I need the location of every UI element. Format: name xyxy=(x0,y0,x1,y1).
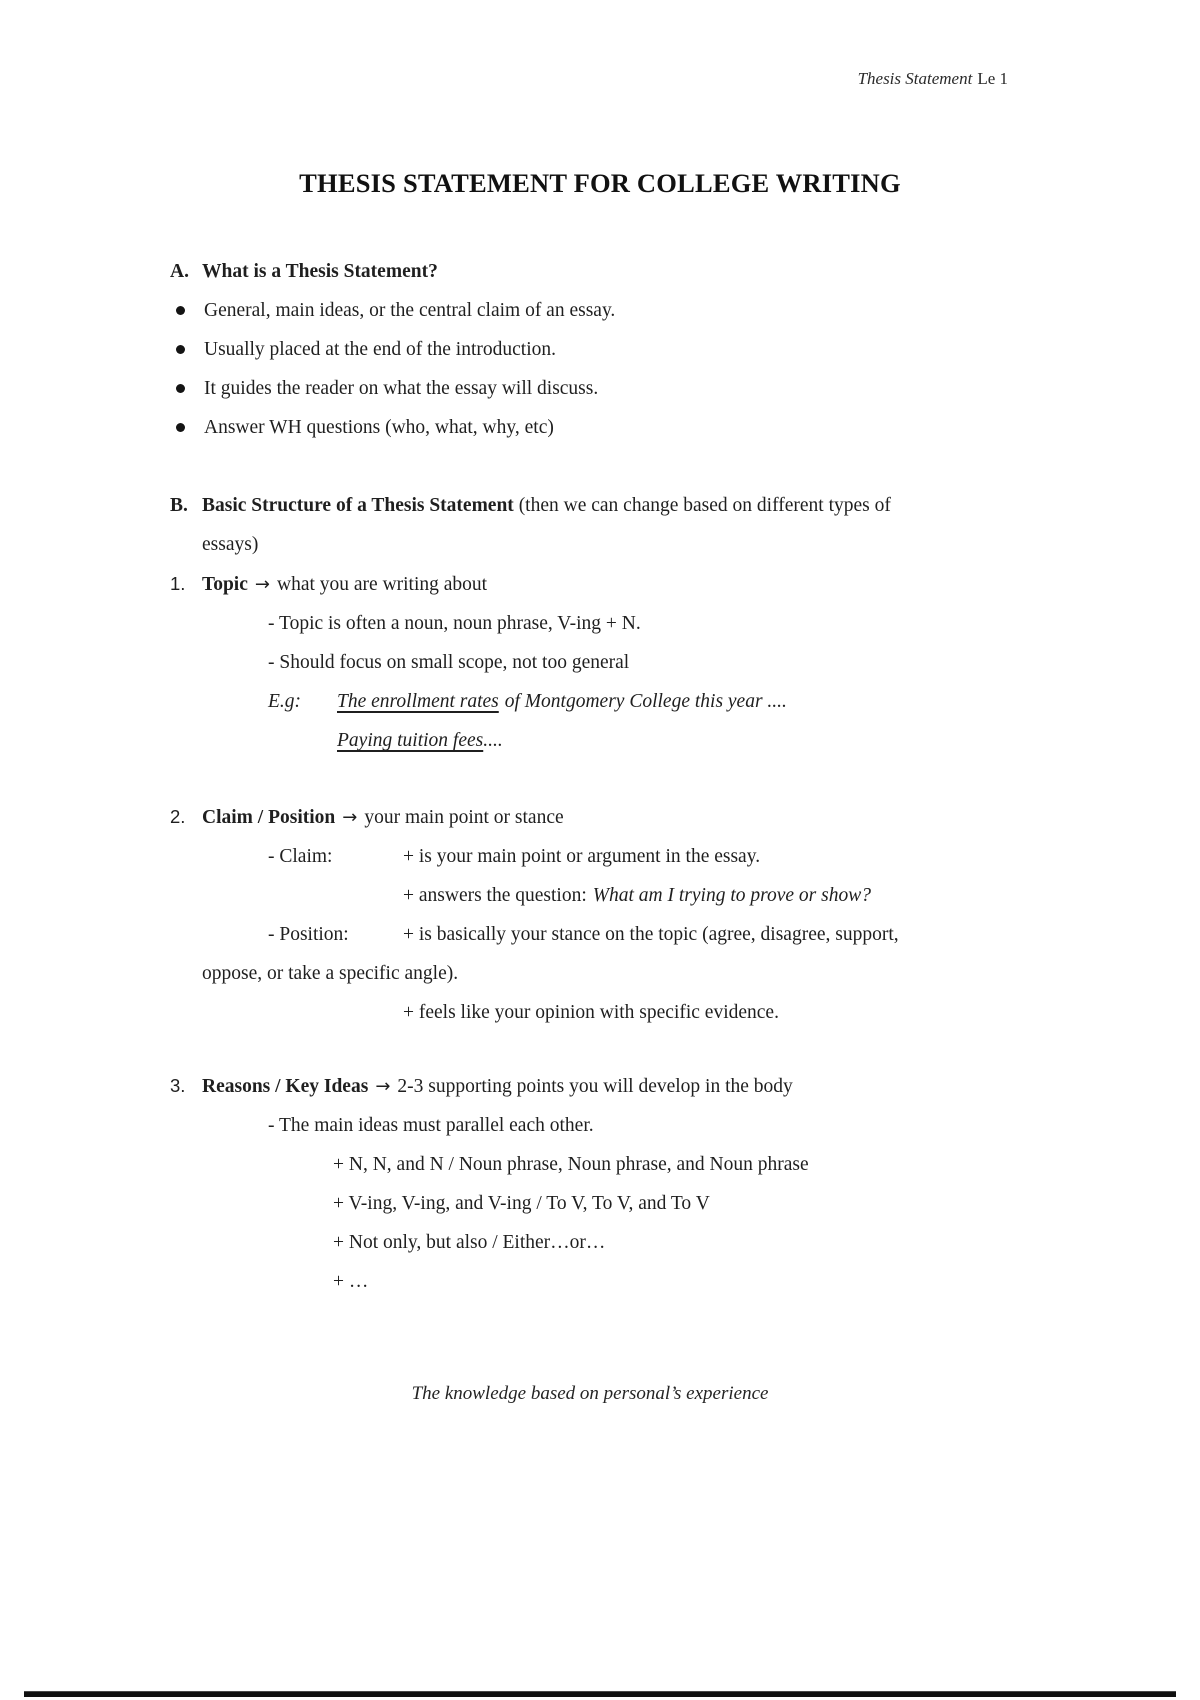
section-b-heading-paren: (then we can change based on different types of xyxy=(518,495,891,516)
claim-row xyxy=(170,837,1010,876)
claim-position-definition: your main point or stance xyxy=(364,807,564,828)
reasons-point: + V-ing, V-ing, and V-ing / To V, To V, and To V xyxy=(333,1193,710,1214)
bullet-text: Answer WH questions (who, what, why, etc) xyxy=(204,417,554,438)
bullet-text: It guides the reader on what the essay will discuss. xyxy=(204,378,599,399)
topic-example-line-2 xyxy=(170,721,1010,760)
bullet-text: Usually placed at the end of the introduction. xyxy=(204,339,556,360)
position-label: - Position: xyxy=(268,924,349,945)
header-doc-title: Thesis Statement xyxy=(857,69,973,88)
page-title: THESIS STATEMENT FOR COLLEGE WRITING xyxy=(299,168,901,198)
claim-point-question: What am I trying to prove or show? xyxy=(592,885,871,906)
bullet-item xyxy=(170,369,1010,408)
section-a-heading-text: What is a Thesis Statement? xyxy=(202,261,438,282)
example-rest-text: .... xyxy=(483,730,503,751)
reasons-sub-line: - The main ideas must parallel each other. xyxy=(268,1115,594,1136)
section-b-heading-bold: Basic Structure of a Thesis Statement xyxy=(202,495,514,516)
claim-point-row xyxy=(170,876,1010,915)
example-underlined-text: The enrollment rates xyxy=(337,691,499,712)
header-page-number: Le 1 xyxy=(977,69,1008,88)
bullet-icon xyxy=(176,384,185,393)
reasons-definition: 2-3 supporting points you will develop in the body xyxy=(397,1076,793,1097)
topic-term: Topic xyxy=(202,574,248,595)
section-b-label: B. xyxy=(170,495,188,516)
list-number: 3. xyxy=(170,1075,186,1096)
page-header xyxy=(0,0,1200,90)
claim-point: + is your main point or argument in the essay. xyxy=(403,846,761,867)
claim-point-prefix: + answers the question: xyxy=(403,885,587,906)
reasons-point: + Not only, but also / Either…or… xyxy=(333,1232,606,1253)
arrow-icon: → xyxy=(375,1076,391,1097)
reasons-point: + … xyxy=(333,1271,369,1292)
topic-sub-line: - Should focus on small scope, not too general xyxy=(268,652,630,673)
topic-example-line xyxy=(170,682,1010,721)
document-body xyxy=(0,252,1200,1407)
position-point-wrap: oppose, or take a specific angle). xyxy=(202,963,459,984)
list-number: 1. xyxy=(170,573,186,594)
list-item-reasons xyxy=(170,1066,1010,1106)
topic-definition: what you are writing about xyxy=(276,574,488,595)
position-point: + is basically your stance on the topic (agree, disagree, support, xyxy=(403,924,899,945)
section-b-heading xyxy=(170,486,1010,525)
bullet-item xyxy=(170,408,1010,447)
list-item-claim-position xyxy=(170,797,1010,837)
example-label: E.g: xyxy=(268,691,302,712)
list-number: 2. xyxy=(170,806,186,827)
position-point-row: + feels like your opinion with specific evidence. xyxy=(403,1002,779,1023)
bullet-icon xyxy=(176,423,185,432)
bullet-icon xyxy=(176,345,185,354)
bullet-text: General, main ideas, or the central claim of an essay. xyxy=(204,300,616,321)
footer-note: The knowledge based on personal’s experience xyxy=(411,1383,769,1404)
reasons-point: + N, N, and N / Noun phrase, Noun phrase, and Noun phrase xyxy=(333,1154,809,1175)
bullet-item xyxy=(170,330,1010,369)
section-b-heading-wrap: essays) xyxy=(202,534,259,555)
arrow-icon: → xyxy=(342,807,358,828)
arrow-icon: → xyxy=(254,574,270,595)
topic-sub-line: - Topic is often a noun, noun phrase, V-ing + N. xyxy=(268,613,641,634)
example-rest-text: of Montgomery College this year .... xyxy=(504,691,787,712)
example-underlined-text: Paying tuition fees xyxy=(337,730,484,751)
list-item-topic xyxy=(170,564,1010,604)
bullet-icon xyxy=(176,306,185,315)
claim-position-term: Claim / Position xyxy=(202,807,336,828)
claim-label: - Claim: xyxy=(268,846,333,867)
section-a-label: A. xyxy=(170,261,189,282)
bullet-item xyxy=(170,291,1010,330)
reasons-term: Reasons / Key Ideas xyxy=(202,1076,369,1097)
bottom-divider-bar xyxy=(24,1691,1176,1697)
section-a-heading xyxy=(170,252,1010,291)
position-row xyxy=(170,915,1010,954)
